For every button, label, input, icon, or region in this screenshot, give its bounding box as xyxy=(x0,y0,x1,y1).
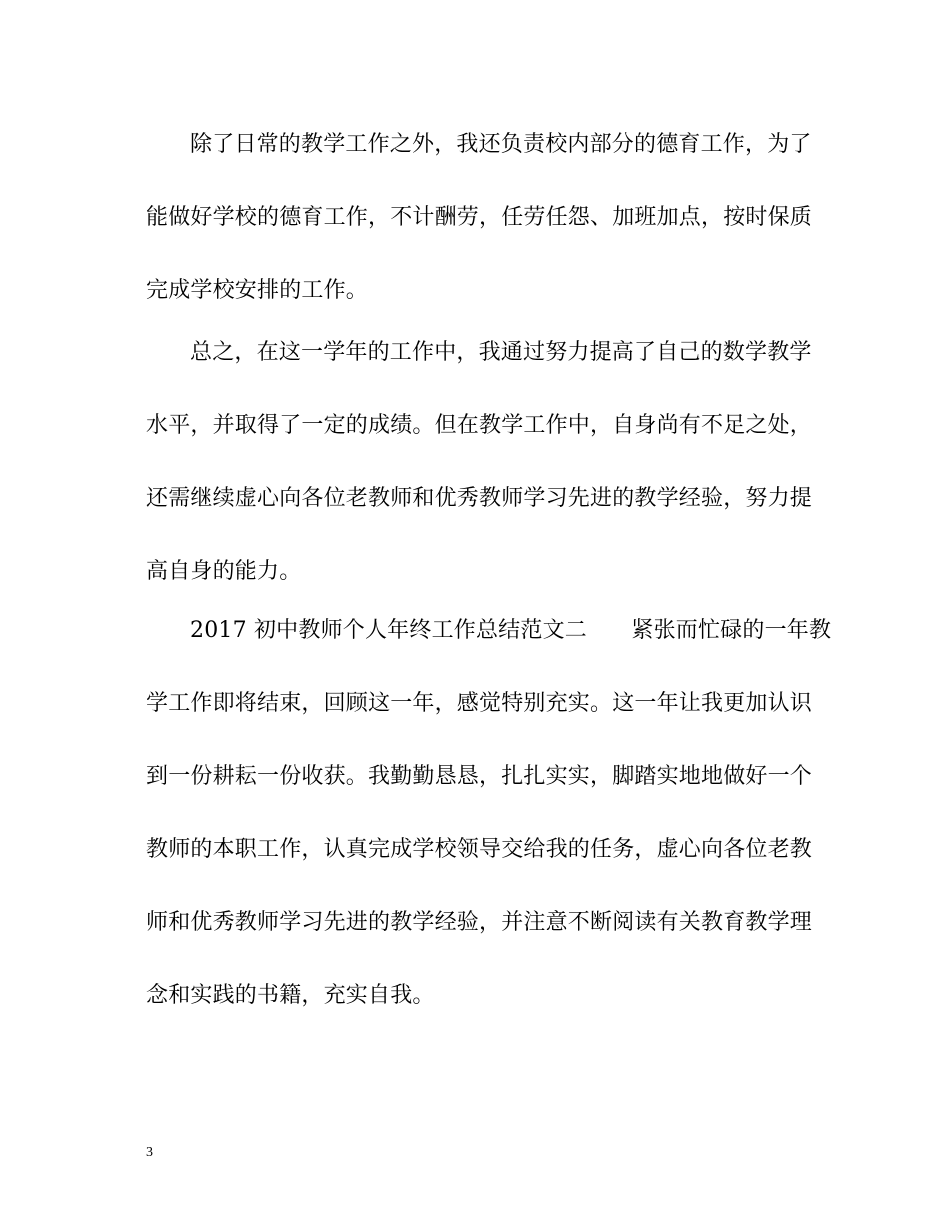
paragraph-1-line-3: 完成学校安排的工作。 xyxy=(146,278,369,303)
paragraph-2-line-1: 总之，在这一学年的工作中，我通过努力提高了自己的数学教学 xyxy=(190,340,812,365)
paragraph-2-line-4: 高自身的能力。 xyxy=(146,559,302,584)
paragraph-3-line-3: 到一份耕耘一份收获。我勤勤恳恳，扎扎实实，脚踏实地地做好一个 xyxy=(146,764,813,789)
paragraph-3-line-4: 教师的本职工作，认真完成学校领导交给我的任务，虚心向各位老教 xyxy=(146,837,813,862)
paragraph-2-line-2: 水平，并取得了一定的成绩。但在教学工作中，自身尚有不足之处， xyxy=(146,413,813,438)
paragraph-3-line-1: 2017 初中教师个人年终工作总结范文二 紧张而忙碌的一年教 xyxy=(190,618,832,643)
paragraph-3-line-6: 念和实践的书籍，充实自我。 xyxy=(146,983,435,1008)
paragraph-3-line-5: 师和优秀教师学习先进的教学经验，并注意不断阅读有关教育教学理 xyxy=(146,910,813,935)
paragraph-2-line-3: 还需继续虚心向各位老教师和优秀教师学习先进的教学经验，努力提 xyxy=(146,486,813,511)
paragraph-1-line-1: 除了日常的教学工作之外，我还负责校内部分的德育工作，为了 xyxy=(190,132,812,157)
paragraph-3-line-2: 学工作即将结束，回顾这一年，感觉特别充实。这一年让我更加认识 xyxy=(146,691,813,716)
paragraph-1-line-2: 能做好学校的德育工作，不计酬劳，任劳任怨、加班加点，按时保质 xyxy=(146,205,813,230)
page-number: 3 xyxy=(146,1145,153,1160)
